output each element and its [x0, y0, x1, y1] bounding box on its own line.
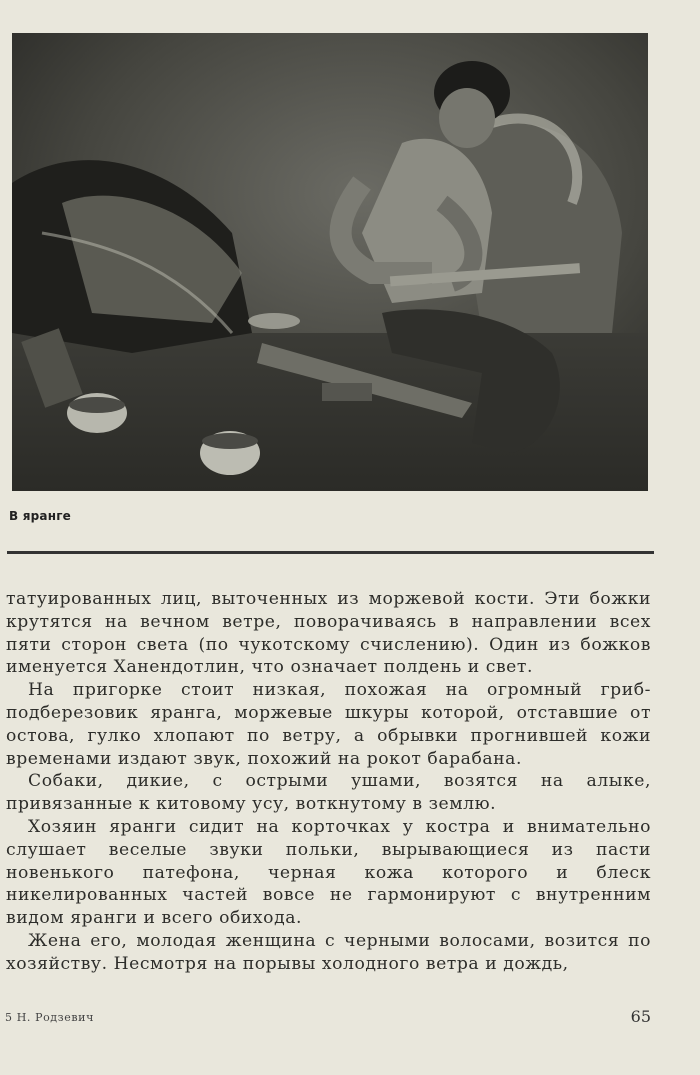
paragraph: Собаки, дикие, с острыми ушами, возятся на алыке, привязанные к китовому усу, воткнутому в землю. [6, 771, 651, 815]
paragraph: татуированных лиц, выточенных из моржевой кости. Эти божки крутятся на вечном ветре, поворачиваясь в направлении всех пяти сторон света (по чукотскому счислению). Один из божков именуется Ханендотлин, что означает полдень и свет. [6, 589, 651, 678]
photograph [12, 33, 648, 491]
photo-caption: В яранге [9, 509, 72, 523]
paragraph: Хозяин яранги сидит на корточках у костра и внимательно слушает веселые звуки польки, вырывающиеся из пасти новенького патефона, черная кожа которого и блеск никелированных частей вовсе не гармонируют с внутренним видом яранги и всего обихода. [6, 816, 651, 929]
photo-of-person-carving-icon [12, 33, 648, 491]
body-text [6, 588, 651, 976]
paragraph: Жена его, молодая женщина с черными волосами, возится по хозяйству. Несмотря на порывы холодного ветра и дождь, [6, 930, 651, 974]
paragraph: На пригорке стоит низкая, похожая на огромный гриб-подберезовик яранга, моржевые шкуры которой, отставшие от остова, гулко хлопают по ветру, а обрывки прогнившей кожи временами издают звук, похожий на рокот барабана. [6, 680, 651, 769]
printer-signature: 5 Н. Родзевич [5, 1011, 94, 1024]
page-number: 65 [630, 1007, 651, 1026]
divider-rule [7, 551, 654, 554]
